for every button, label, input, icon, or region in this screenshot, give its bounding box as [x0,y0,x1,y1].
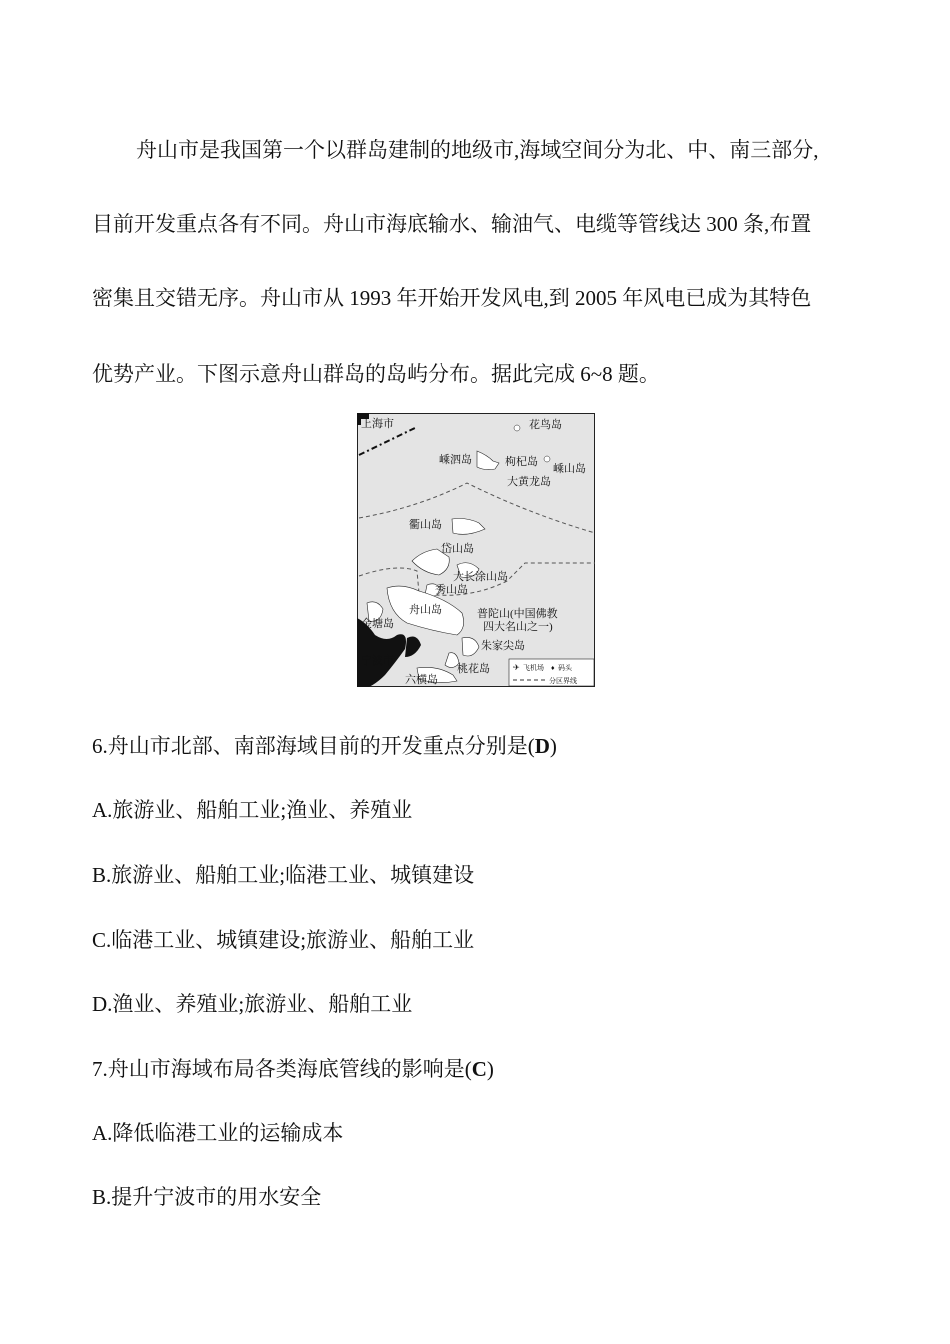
label-taohua: 桃花岛 [457,663,490,675]
option: B.旅游业、船舶工业;临港工业、城镇建设 [92,863,475,887]
label-dachangtu: 大长涂山岛 [453,571,508,583]
label-jintang: 金塘岛 [361,618,394,630]
label-qushan: 衢山岛 [409,519,442,531]
answer: C [471,1057,487,1081]
airport-icon: ✈ [513,663,520,672]
label-huaniao: 花鸟岛 [529,419,562,431]
label-putuo-2: 四大名山之一) [483,621,553,633]
question-6 [92,732,557,760]
answer: D [534,734,550,758]
label-xiushan: 秀山岛 [435,584,468,596]
legend-boundary: 分区界线 [549,677,577,685]
paren: ) [486,1057,494,1081]
label-daishan: 岱山岛 [441,543,474,555]
pier-icon: ♦ [551,664,555,672]
zhoushan-islands-map [357,413,595,687]
label-ningbo: 宁波市 [361,655,394,667]
label-zhujiajian: 朱家尖岛 [481,640,525,652]
map-legend [509,659,594,686]
label-zhoushan: 舟山岛 [409,604,442,616]
legend-airport: 飞机场 [523,664,544,672]
option: C.临港工业、城镇建设;旅游业、船舶工业 [92,928,475,952]
option: D.渔业、养殖业;旅游业、船舶工业 [92,992,413,1016]
legend-pier: 码头 [558,664,572,672]
passage-line: 舟山市是我国第一个以群岛建制的地级市,海域空间分为北、中、南三部分, [136,138,819,162]
label-gouqi: 枸杞岛 [505,456,538,468]
label-putuo-1: 普陀山(中国佛教 [477,608,558,620]
question-7 [92,1055,494,1083]
paren: ) [549,734,557,758]
option: A.旅游业、船舶工业;渔业、养殖业 [92,798,413,822]
passage-line: 优势产业。下图示意舟山群岛的岛屿分布。据此完成 6~8 题。 [92,362,660,386]
question-stem: 7.舟山市海域布局各类海底管线的影响是( [92,1057,472,1081]
option: B.提升宁波市的用水安全 [92,1185,322,1209]
passage-line: 目前开发重点各有不同。舟山市海底输水、输油气、电缆等管线达 300 条,布置 [92,212,812,236]
option: A.降低临港工业的运输成本 [92,1121,344,1145]
label-shanghai: 上海市 [361,418,394,430]
label-liuheng: 六横岛 [405,674,438,686]
passage-line: 密集且交错无序。舟山市从 1993 年开始开发风电,到 2005 年风电已成为其特色 [92,286,812,310]
label-shengsi: 嵊泗岛 [439,454,472,466]
label-dahuanglong: 大黄龙岛 [507,476,551,488]
question-stem: 6.舟山市北部、南部海域目前的开发重点分别是( [92,734,535,758]
label-shengshan: 嵊山岛 [553,463,586,475]
